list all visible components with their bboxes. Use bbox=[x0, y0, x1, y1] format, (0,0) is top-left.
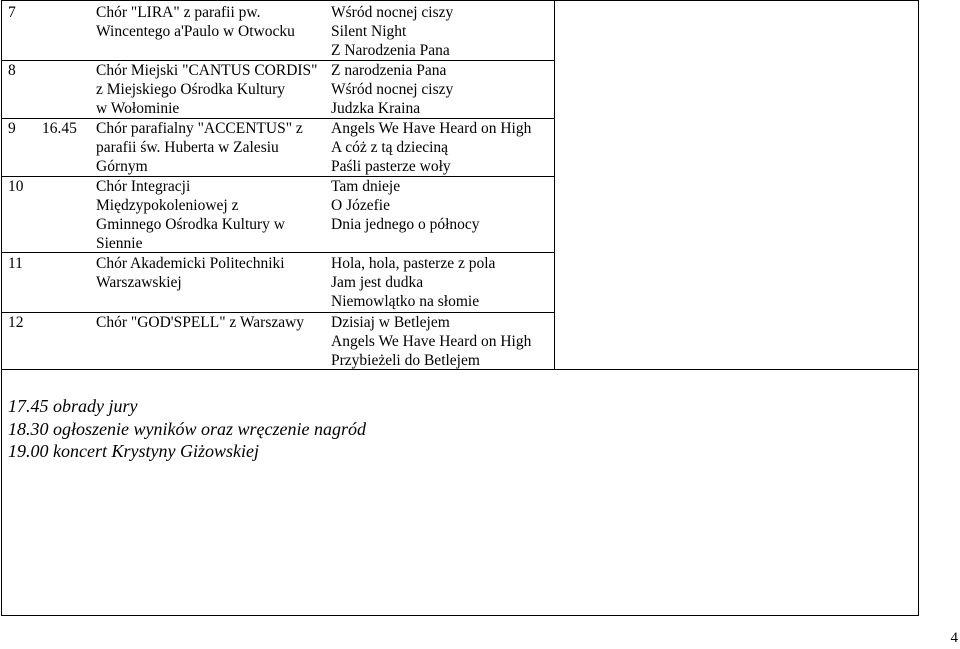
song-list bbox=[331, 119, 531, 176]
song-title: O Józefie bbox=[331, 197, 390, 214]
choir-line: parafii św. Huberta w Zalesiu bbox=[96, 139, 279, 156]
choir-name bbox=[96, 3, 295, 41]
note-line: 17.45 obrady jury bbox=[8, 396, 138, 416]
song-title: Dnia jednego o północy bbox=[331, 216, 480, 233]
row-number: 12 bbox=[8, 314, 24, 331]
choir-name bbox=[96, 254, 285, 292]
song-list bbox=[331, 61, 453, 118]
song-title: Z narodzenia Pana bbox=[331, 62, 447, 79]
choir-line: Siennie bbox=[96, 235, 143, 252]
choir-line: Chór Miejski "CANTUS CORDIS" bbox=[96, 62, 318, 79]
song-title: Silent Night bbox=[331, 23, 407, 40]
song-title: Judzka Kraina bbox=[331, 100, 421, 117]
row-number: 11 bbox=[8, 255, 23, 272]
closing-schedule-notes bbox=[8, 395, 366, 463]
note-line: 18.30 ogłoszenie wyników oraz wręczenie nagród bbox=[8, 418, 366, 439]
song-title: Wśród nocnej ciszy bbox=[331, 4, 454, 21]
choir-line: z Miejskiego Ośrodka Kultury bbox=[96, 81, 285, 98]
song-title: Przybieżeli do Betlejem bbox=[331, 352, 480, 369]
choir-line: Gminnego Ośrodka Kultury w bbox=[96, 216, 285, 233]
song-title: Dzisiaj w Betlejem bbox=[331, 314, 450, 331]
note-line: 19.00 koncert Krystyny Giżowskiej bbox=[8, 441, 259, 461]
row-number: 7 bbox=[8, 4, 16, 21]
song-list bbox=[331, 3, 453, 60]
song-title: Angels We Have Heard on High bbox=[331, 120, 532, 137]
column-divider bbox=[554, 1, 555, 369]
choir-line: Chór parafialny "ACCENTUS" z bbox=[96, 120, 303, 137]
row-number: 9 bbox=[8, 120, 16, 137]
choir-line: Chór "GOD'SPELL" z Warszawy bbox=[96, 314, 305, 331]
song-list bbox=[331, 313, 531, 370]
choir-line: w Wołominie bbox=[96, 100, 180, 117]
song-list bbox=[331, 177, 480, 234]
choir-line: Wincentego a'Paulo w Otwocku bbox=[96, 23, 295, 40]
choir-line: Chór "LIRA" z parafii pw. bbox=[96, 4, 261, 21]
choir-line: Międzypokoleniowej z bbox=[96, 197, 239, 214]
row-number: 8 bbox=[8, 62, 16, 79]
song-title: A cóż z tą dzieciną bbox=[331, 139, 449, 156]
choir-line: Chór Akademicki Politechniki bbox=[96, 255, 285, 272]
choir-line: Chór Integracji bbox=[96, 178, 191, 195]
row-number: 10 bbox=[8, 178, 24, 195]
page-number: 4 bbox=[950, 630, 958, 646]
song-title: Wśród nocnej ciszy bbox=[331, 81, 454, 98]
song-list bbox=[331, 254, 495, 311]
song-title: Hola, hola, pasterze z pola bbox=[331, 255, 496, 272]
choir-line: Górnym bbox=[96, 158, 148, 175]
song-title: Niemowlątko na słomie bbox=[331, 293, 480, 310]
song-title: Paśli pasterze woły bbox=[331, 158, 451, 175]
choir-name bbox=[96, 119, 303, 176]
song-title: Z Narodzenia Pana bbox=[331, 42, 450, 59]
song-title: Angels We Have Heard on High bbox=[331, 333, 532, 350]
row-time: 16.45 bbox=[42, 120, 77, 137]
song-title: Jam jest dudka bbox=[331, 274, 424, 291]
song-title: Tam dnieje bbox=[331, 178, 401, 195]
choir-name bbox=[96, 177, 285, 253]
choir-name bbox=[96, 61, 318, 118]
choir-name bbox=[96, 313, 304, 332]
choir-line: Warszawskiej bbox=[96, 274, 182, 291]
